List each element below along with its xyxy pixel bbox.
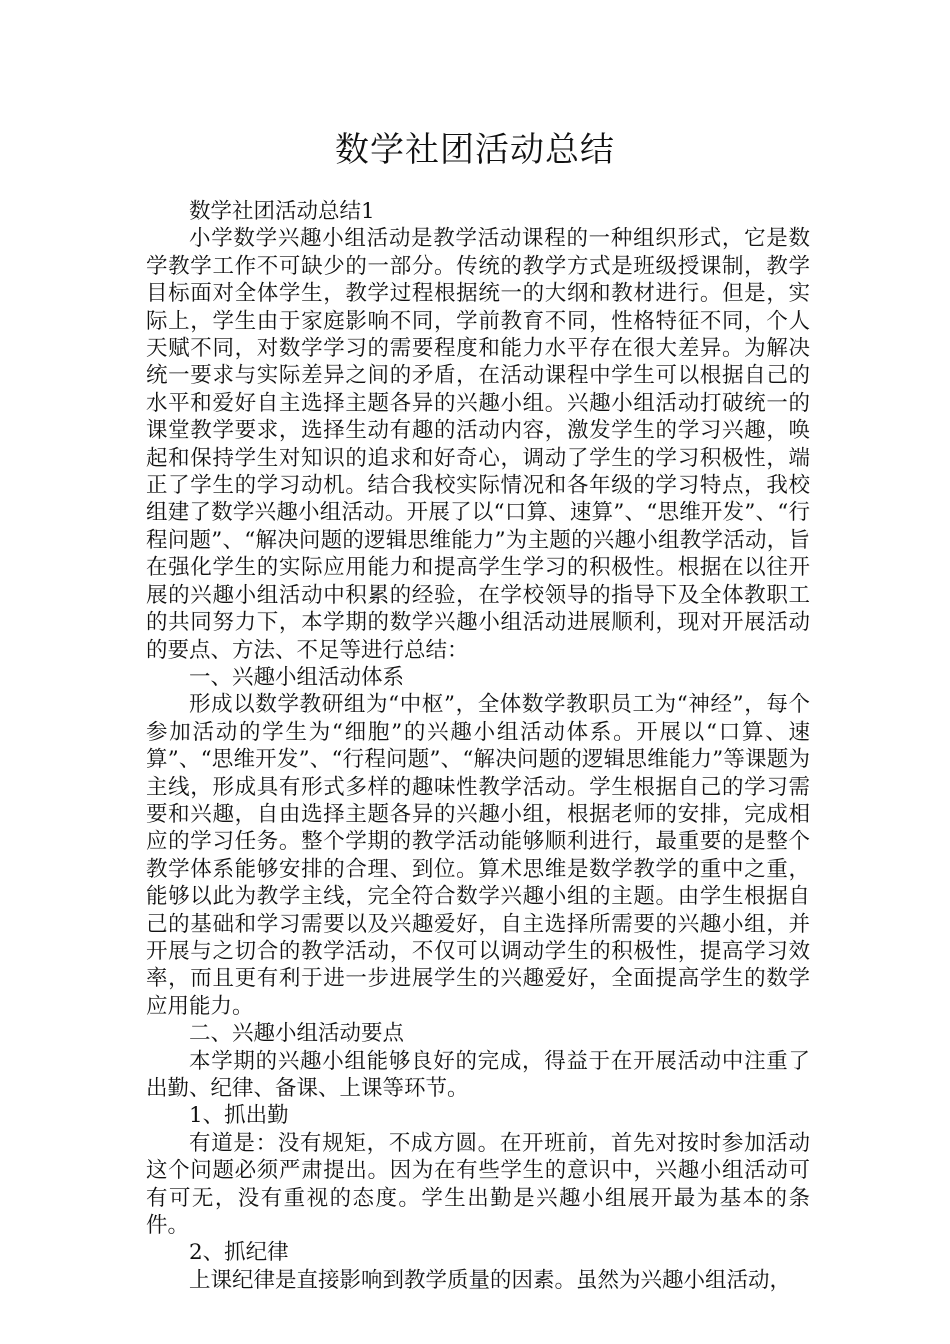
body-paragraph: 形成以数学教研组为“中枢”，全体数学教职员工为“神经”，每个参加活动的学生为“细胞”的兴趣小组活动体系。开展以“口算、速算”、“思维开发”、“行程问题”、“解决问题的逻辑思维能力”等课题为主线，形成具有形式多样的趣味性教学活动。学生根据自己的学习需要和兴趣，自由选择主题各异的兴趣小组，根据老师的安排，完成相应的学习任务。整个学期的教学活动能够顺利进行，最重要的是整个教学体系能够安排的合理、到位。算术思维是数学教学的重中之重，能够以此为教学主线，完全符合数学兴趣小组的主题。由学生根据自己的基础和学习需要以及兴趣爱好，自主选择所需要的兴趣小组，并开展与之切合的教学活动，不仅可以调动学生的积极性，提高学习效率，而且更有利于进一步进展学生的兴趣爱好，全面提高学生的数学应用能力。 — [146, 692, 810, 1019]
section-heading: 数学社团活动总结1 — [189, 199, 375, 224]
subsection-heading: 2、抓纪律 — [189, 1240, 289, 1266]
document-title: 数学社团活动总结 — [335, 130, 615, 170]
body-paragraph: 上课纪律是直接影响到教学质量的因素。虽然为兴趣小组活动， — [189, 1267, 792, 1293]
section-heading: 二、兴趣小组活动要点 — [189, 1021, 405, 1047]
section-heading: 一、兴趣小组活动体系 — [189, 664, 405, 690]
body-paragraph: 有道是：没有规矩，不成方圆。在开班前，首先对按时参加活动这个问题必须严肃提出。因为在有些学生的意识中，兴趣小组活动可有可无，没有重视的态度。学生出勤是兴趣小组展开最为基本的条件。 — [146, 1130, 810, 1239]
document-body — [146, 198, 810, 1294]
body-paragraph: 小学数学兴趣小组活动是教学活动课程的一种组织形式，它是数学教学工作不可缺少的一部分。传统的教学方式是班级授课制，教学目标面对全体学生，教学过程根据统一的大纲和教材进行。但是，实际上，学生由于家庭影响不同，学前教育不同，性格特征不同，个人天赋不同，对数学学习的需要程度和能力水平存在很大差异。为解决统一要求与实际差异之间的矛盾，在活动课程中学生可以根据自己的水平和爱好自主选择主题各异的兴趣小组。兴趣小组活动打破统一的课堂教学要求，选择生动有趣的活动内容，激发学生的学习兴趣，唤起和保持学生对知识的追求和好奇心，调动了学生的学习积极性，端正了学生的学习动机。结合我校实际情况和各年级的学习特点，我校组建了数学兴趣小组活动。开展了以“口算、速算”、“思维开发”、“行程问题”、“解决问题的逻辑思维能力”为主题的兴趣小组教学活动，旨在强化学生的实际应用能力和提高学生学习的积极性。根据在以往开展的兴趣小组活动中积累的经验，在学校领导的指导下及全体教职工的共同努力下，本学期的数学兴趣小组活动进展顺利，现对开展活动的要点、方法、不足等进行总结： — [146, 226, 810, 663]
subsection-heading: 1、抓出勤 — [189, 1103, 289, 1129]
body-paragraph: 本学期的兴趣小组能够良好的完成，得益于在开展活动中注重了出勤、纪律、备课、上课等环节。 — [146, 1048, 810, 1101]
